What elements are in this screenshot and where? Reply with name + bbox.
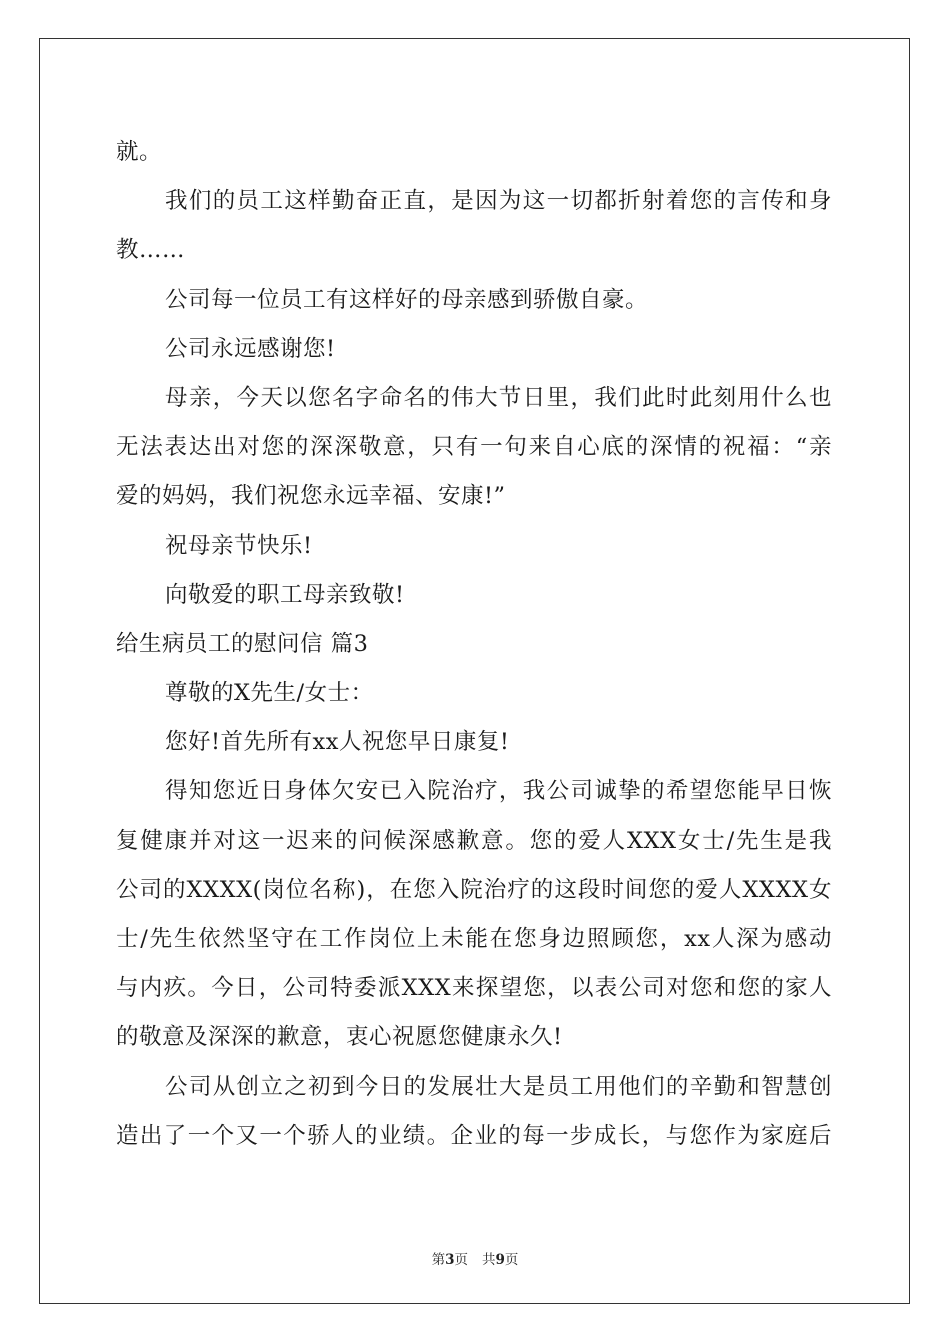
text-line: 公司每一位员工有这样好的母亲感到骄傲自豪。 [165,286,649,313]
page-footer [0,1248,950,1268]
footer-prefix: 第 [431,1252,446,1268]
text-line: 母亲，今天以您名字命名的伟大节日里，我们此时此刻用什么也 [165,384,832,411]
text-line: 复健康并对这一迟来的问候深感歉意。您的爱人XXX女士/先生是我 [116,827,832,854]
text-line: 尊敬的X先生/女士： [165,680,374,707]
text-line: 士/先生依然坚守在工作岗位上未能在您身边照顾您，xx人深为感动 [116,926,832,952]
text-line: 公司从创立之初到今日的发展壮大是员工用他们的辛勤和智慧创 [165,1073,832,1100]
section-heading: 给生病员工的慰问信 篇3 [116,630,369,657]
text-line: 公司永远感谢您! [165,335,336,362]
text-line: 就。 [116,139,163,165]
text-line: 无法表达出对您的深深敬意，只有一句来自心底的深情的祝福：“亲 [116,434,832,461]
text-line: 得知您近日身体欠安已入院治疗，我公司诚挚的希望您能早日恢 [165,778,832,805]
footer-total-unit: 页 [504,1252,519,1268]
text-line: 祝母亲节快乐! [165,532,313,559]
text-line: 的敬意及深深的歉意，衷心祝愿您健康永久! [116,1024,563,1051]
text-line: 造出了一个又一个骄人的业绩。企业的每一步成长，与您作为家庭后 [116,1122,832,1149]
text-line: 与内疚。今日，公司特委派XXX来探望您，以表公司对您和您的家人 [116,975,832,1002]
text-line: 您好!首先所有xx人祝您早日康复! [165,729,510,756]
text-line: 教…… [116,237,186,264]
footer-total-prefix: 共 [482,1252,496,1268]
current-page-number: 3 [445,1252,455,1268]
total-page-count: 9 [495,1252,505,1268]
document-body [116,128,832,1161]
text-line: 公司的XXXX(岗位名称)，在您入院治疗的这段时间您的爱人XXXX女 [116,876,832,903]
text-line: 我们的员工这样勤奋正直，是因为这一切都折射着您的言传和身 [165,188,832,215]
footer-page-unit: 页 [454,1252,468,1268]
text-line: 爱的妈妈，我们祝您永远幸福、安康!” [116,483,506,510]
text-line: 向敬爱的职工母亲致敬! [165,581,405,608]
